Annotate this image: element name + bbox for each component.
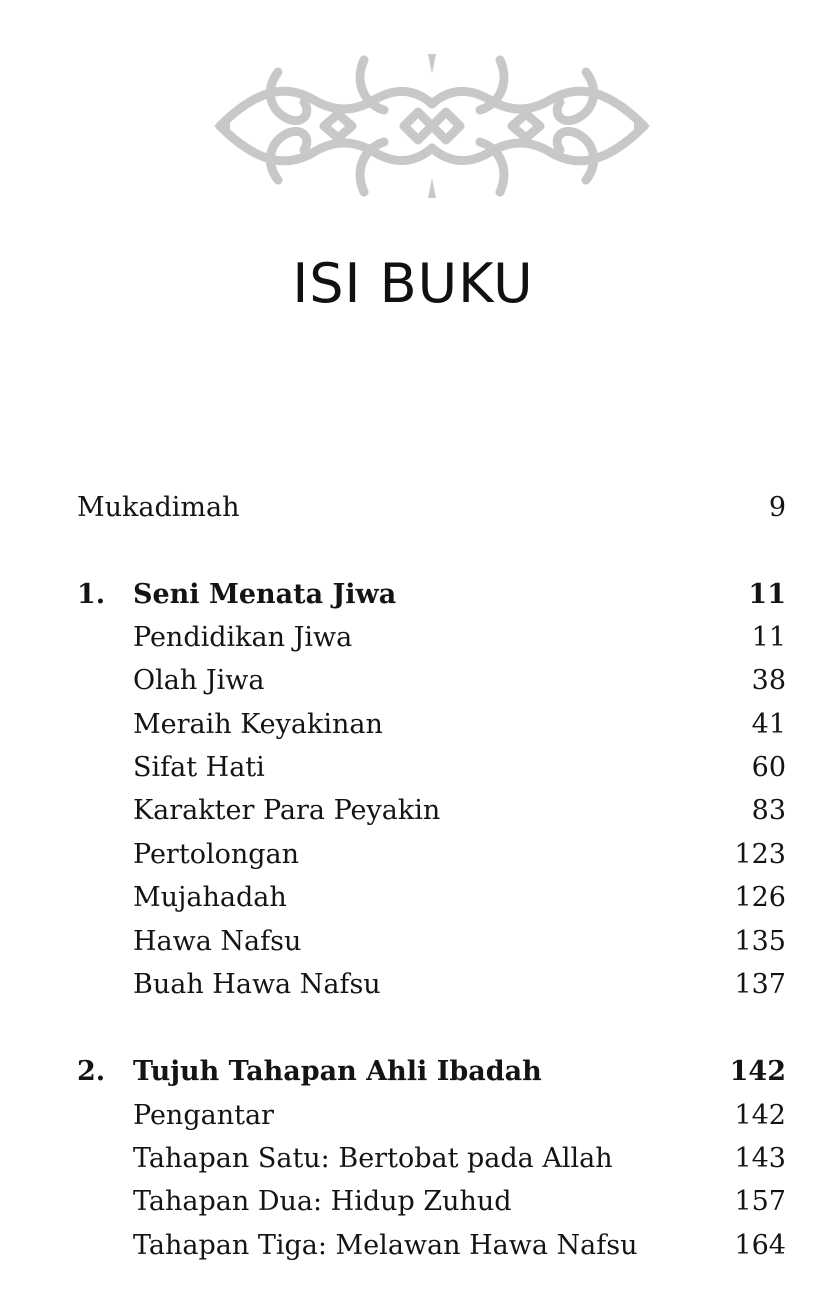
toc-entry[interactable] <box>0 965 826 1005</box>
toc-entry-page: 123 <box>734 839 786 870</box>
page-title: ISI BUKU <box>292 252 534 315</box>
toc-entry[interactable] <box>0 791 826 831</box>
chapter-title: Tujuh Tahapan Ahli Ibadah <box>133 1056 542 1087</box>
toc-entry-label: Meraih Keyakinan <box>133 709 383 740</box>
toc-entry-page: 143 <box>734 1143 786 1174</box>
toc-entry[interactable] <box>0 835 826 875</box>
toc-entry-label: Pertolongan <box>133 839 299 870</box>
toc-entry[interactable] <box>0 1096 826 1136</box>
toc-entry[interactable] <box>0 1226 826 1266</box>
toc-entry-page: 38 <box>751 665 786 696</box>
toc-entry-intro[interactable] <box>0 488 826 528</box>
toc-entry-label: Tahapan Tiga: Melawan Hawa Nafsu <box>133 1230 638 1261</box>
toc-entry[interactable] <box>0 878 826 918</box>
toc-entry-page: 135 <box>734 926 786 957</box>
toc-entry-page: 164 <box>734 1230 786 1261</box>
chapter-page: 142 <box>729 1056 786 1087</box>
toc-entry[interactable] <box>0 1139 826 1179</box>
chapter-number: 2. <box>77 1056 106 1087</box>
toc-chapter-1[interactable] <box>0 575 826 615</box>
toc-entry-label: Tahapan Satu: Bertobat pada Allah <box>133 1143 613 1174</box>
toc-entry-page: 9 <box>768 492 786 523</box>
toc-entry-label: Buah Hawa Nafsu <box>133 969 381 1000</box>
toc-entry-page: 41 <box>751 709 786 740</box>
chapter-title: Seni Menata Jiwa <box>133 579 397 610</box>
toc-entry[interactable] <box>0 705 826 745</box>
toc-entry[interactable] <box>0 661 826 701</box>
toc-entry[interactable] <box>0 922 826 962</box>
toc-entry-label: Pendidikan Jiwa <box>133 622 353 653</box>
toc-entry-label: Pengantar <box>133 1100 274 1131</box>
toc-entry-label: Karakter Para Peyakin <box>133 795 441 826</box>
toc-entry-page: 137 <box>734 969 786 1000</box>
toc-entry[interactable] <box>0 748 826 788</box>
toc-entry-label: Mujahadah <box>133 882 287 913</box>
chapter-number: 1. <box>77 579 106 610</box>
chapter-page: 11 <box>748 579 786 610</box>
toc-chapter-2[interactable] <box>0 1052 826 1092</box>
toc-entry[interactable] <box>0 1182 826 1222</box>
toc-entry-page: 83 <box>751 795 786 826</box>
toc-entry-page: 11 <box>751 622 786 653</box>
toc-entry-label: Hawa Nafsu <box>133 926 302 957</box>
toc-entry-page: 142 <box>734 1100 786 1131</box>
toc-entry-label: Mukadimah <box>77 492 240 523</box>
toc-entry-page: 126 <box>734 882 786 913</box>
toc-entry[interactable] <box>0 618 826 658</box>
arabesque-ornament-icon <box>214 52 650 200</box>
toc-entry-label: Tahapan Dua: Hidup Zuhud <box>133 1186 512 1217</box>
toc-entry-page: 60 <box>751 752 786 783</box>
toc-entry-label: Sifat Hati <box>133 752 265 783</box>
toc-entry-page: 157 <box>734 1186 786 1217</box>
toc-entry-label: Olah Jiwa <box>133 665 265 696</box>
